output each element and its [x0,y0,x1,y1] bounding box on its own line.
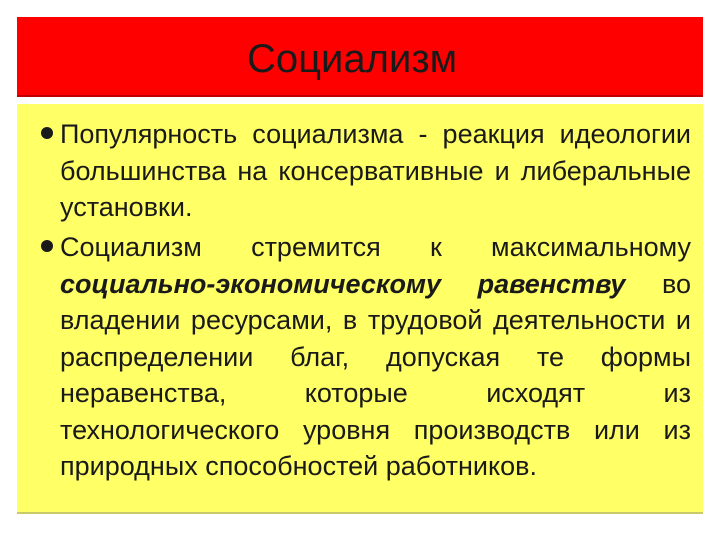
bullet-text-after: во владении ресурсами, в трудовой деятельности и распределении благ, допуская те формы неравенства, которые исходят из технологического уровня производств или из природных способностей работников. [60,268,691,481]
bullet-item [41,116,691,226]
bullet-text-content: Популярность социализма - реакция идеологии большинства на консервативные и либеральные установки. [60,119,691,222]
bullet-text [60,116,691,226]
title-bar [17,17,703,97]
bullet-text [60,229,691,485]
bullet-dot-icon [41,240,53,252]
bullet-dot-icon [41,127,53,139]
bullet-item [41,229,691,485]
slide-title: Социализм [247,37,458,81]
content-box [17,104,703,514]
bullet-text-emphasis: социально-экономическому равенству [60,268,626,299]
bullet-text-before: Социализм стремится к максимальному [60,232,691,262]
